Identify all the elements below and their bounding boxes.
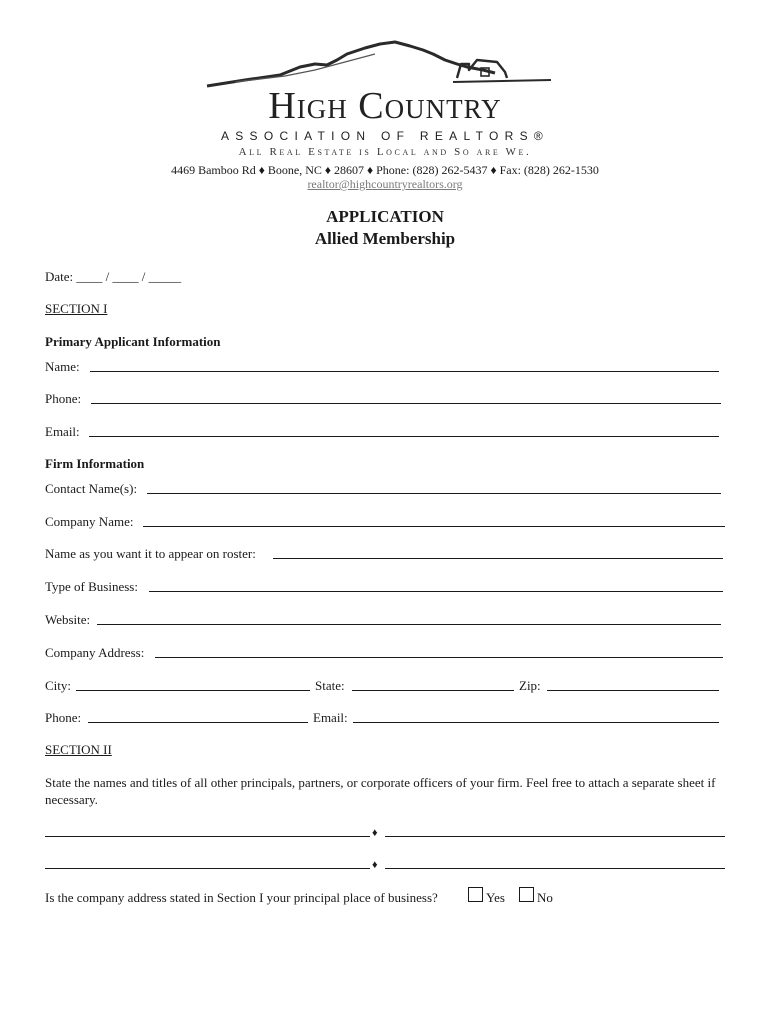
firm-email-input-line[interactable] (353, 722, 719, 723)
firm-phone-input-line[interactable] (88, 722, 308, 723)
principal-2-name-line[interactable] (45, 868, 370, 869)
form-subtitle: Allied Membership (314, 229, 456, 248)
roster-name-label: Name as you want it to appear on roster: (45, 546, 256, 561)
organization-email-link[interactable]: realtor@highcountryrealtors.org (307, 177, 463, 191)
website-input-line[interactable] (97, 624, 721, 625)
phone-input-line[interactable] (91, 403, 721, 404)
yes-label: Yes (486, 890, 505, 905)
principal-2-title-line[interactable] (385, 868, 725, 869)
section-2-instructions: State the names and titles of all other principals, partners, or corporate officers of your firm. Feel free to attach a separate sheet if necessary. (45, 775, 716, 807)
no-checkbox[interactable] (519, 887, 534, 902)
zip-input-line[interactable] (547, 690, 719, 691)
yes-checkbox[interactable] (468, 887, 483, 902)
date-field[interactable]: Date: ____ / ____ / _____ (45, 269, 182, 284)
form-title: APPLICATION (326, 207, 444, 226)
roster-name-input-line[interactable] (273, 558, 723, 559)
organization-address: 4469 Bamboo Rd ♦ Boone, NC ♦ 28607 ♦ Phone: (828) 262-5437 ♦ Fax: (828) 262-1530 (171, 163, 599, 177)
name-label: Name: (45, 359, 80, 374)
city-input-line[interactable] (76, 690, 310, 691)
state-label: State: (315, 678, 345, 693)
section-1-heading: SECTION I (45, 301, 108, 316)
email-label: Email: (45, 424, 80, 439)
company-name-label: Company Name: (45, 514, 134, 529)
contact-names-input-line[interactable] (147, 493, 721, 494)
firm-phone-label: Phone: (45, 710, 82, 725)
firm-email-label: Email: (313, 710, 348, 725)
firm-information-heading: Firm Information (45, 456, 145, 471)
state-input-line[interactable] (352, 690, 514, 691)
contact-names-label: Contact Name(s): (45, 481, 138, 496)
business-type-input-line[interactable] (149, 591, 723, 592)
logo-subtitle: ASSOCIATION OF REALTORS® (220, 129, 550, 143)
email-input-line[interactable] (89, 436, 719, 437)
name-input-line[interactable] (90, 371, 719, 372)
company-address-label: Company Address: (45, 645, 145, 660)
zip-label: Zip: (519, 678, 541, 693)
logo (205, 40, 565, 162)
city-label: City: (45, 678, 72, 693)
principal-1-name-line[interactable] (45, 836, 370, 837)
company-address-input-line[interactable] (155, 657, 723, 658)
section-2-heading: SECTION II (45, 742, 112, 757)
logo-name: High Country (268, 85, 502, 127)
no-label: No (537, 890, 553, 905)
primary-applicant-heading: Primary Applicant Information (45, 334, 221, 349)
website-label: Website: (45, 612, 91, 627)
company-name-input-line[interactable] (143, 526, 725, 527)
phone-label: Phone: (45, 391, 82, 406)
diamond-separator-icon: ♦ (372, 827, 378, 839)
logo-tagline: All Real Estate is Local and So are We. (238, 146, 532, 158)
diamond-separator-icon: ♦ (372, 859, 378, 871)
principal-1-title-line[interactable] (385, 836, 725, 837)
principal-place-question: Is the company address stated in Section I your principal place of business? (45, 890, 438, 905)
mountain-house-icon (205, 40, 565, 90)
business-type-label: Type of Business: (45, 579, 138, 594)
